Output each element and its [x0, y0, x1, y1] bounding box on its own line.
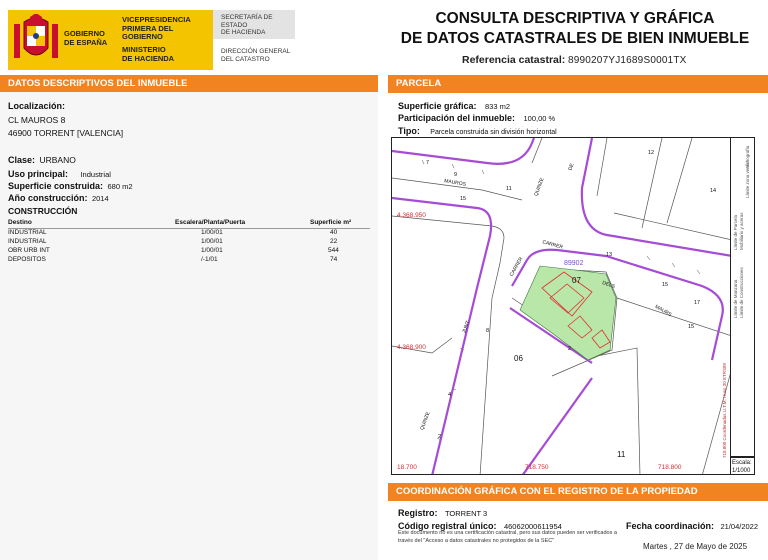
- street-label: QUINZE: [533, 177, 546, 197]
- table-cell: 1/00/01: [201, 247, 223, 254]
- secretaria-box: SECRETARÍA DE ESTADO DE HACIENDA: [213, 10, 295, 39]
- house-number: 15: [688, 324, 695, 330]
- table-row: INDUSTRIAL: [8, 238, 47, 245]
- street-label: DELS: [601, 280, 616, 290]
- coord-x-right: 718.800: [658, 464, 682, 471]
- vicepresidencia-text: VICEPRESIDENCIA PRIMERA DEL GOBIERNO: [122, 15, 191, 41]
- coord-x-left: 18.700: [397, 464, 417, 471]
- parcel-ref-label: 89902: [564, 260, 584, 267]
- house-number: 11: [506, 186, 512, 192]
- legend-item: Límite de Manzana: [733, 279, 738, 318]
- house-number: 2: [438, 434, 442, 440]
- table-cell: /-1/01: [201, 256, 218, 263]
- block-number: 11: [617, 450, 626, 459]
- table-row: DEPOSITOS: [8, 256, 46, 263]
- house-number: 9: [454, 172, 458, 178]
- table-cell: 22: [330, 238, 338, 245]
- street-label: MAUROS: [443, 178, 467, 188]
- coat-of-arms-icon: [12, 14, 60, 66]
- scale-indicator: Escala: 1/1000: [731, 457, 755, 475]
- legend-item: Hidrografía: [745, 145, 750, 168]
- disclaimer-note: Este documento no es una certificación catastral, pero sus datos pueden ser verificados a través del "Acceso a datos catastrales no protegidos de la SEC": [398, 530, 617, 544]
- street-label: JUNT: [461, 319, 472, 335]
- fecha-coordinacion-row: Fecha coordinación: 21/04/2022: [626, 521, 759, 531]
- datos-descriptivos-header: DATOS DESCRIPTIVOS DEL INMUEBLE: [0, 75, 378, 93]
- street-label: QUINZE: [419, 411, 432, 431]
- tipo-row: Tipo: Parcela construida sin división horizontal: [398, 126, 557, 136]
- superficie-construida-row: Superficie construida: 680 m2: [8, 181, 133, 191]
- direccion-general-box: DIRECCIÓN GENERAL DEL CATASTRO: [221, 48, 291, 63]
- gobierno-text: GOBIERNO DE ESPAÑA: [64, 29, 108, 47]
- document-title: CONSULTA DESCRIPTIVA Y GRÁFICA DE DATOS CATASTRALES DE BIEN INMUEBLE: [400, 10, 750, 47]
- street-label: DE: [567, 162, 576, 172]
- coord-y-mid: 4.368.900: [397, 344, 426, 351]
- address-line1: CL MAUROS 8: [8, 115, 66, 125]
- street-label: CARRER: [508, 256, 525, 278]
- table-cell: 74: [330, 256, 338, 263]
- house-number: 15: [460, 196, 467, 202]
- table-row: INDUSTRIAL: [8, 229, 47, 236]
- house-number: 8: [486, 328, 490, 334]
- issue-date: Martes , 27 de Mayo de 2025: [643, 542, 748, 551]
- coordinacion-header: COORDINACIÓN GRÁFICA CON EL REGISTRO DE LA PROPIEDAD: [388, 483, 768, 501]
- house-number: 14: [710, 188, 717, 194]
- street-label: CARRER: [541, 239, 564, 251]
- legend-item: Límite zona verde: [745, 162, 750, 198]
- house-number: 12: [648, 150, 655, 156]
- table-cell: 544: [328, 247, 339, 254]
- legend-item: Límite de Construcciones: [739, 267, 744, 318]
- codigo-registral-row: Código registral único: 46062000611954: [398, 521, 562, 531]
- street-label: MAURS: [653, 303, 673, 319]
- table-row: OBR URB INT: [8, 247, 50, 254]
- parcela-header: PARCELA: [388, 75, 768, 93]
- house-number: 7: [426, 160, 430, 166]
- coord-y-top: 4.368.950: [397, 212, 426, 219]
- col-superficie: Superficie m²: [310, 219, 352, 226]
- house-number: 13: [606, 252, 613, 258]
- ministerio-text: MINISTERIO DE HACIENDA: [122, 45, 175, 63]
- block-number: 06: [514, 354, 523, 363]
- cadastral-map-drawing: [392, 138, 731, 475]
- anio-construccion-row: Año construcción: 2014: [8, 193, 109, 203]
- cadastral-map[interactable]: [391, 137, 731, 475]
- address-line2: 46900 TORRENT [VALENCIA]: [8, 128, 124, 138]
- construccion-table-body: [8, 229, 370, 269]
- utm-coords-label: 718.800 Coordenadas U.T.M. Huso 30 ETRS89: [722, 362, 727, 458]
- uso-row: Uso principal: Industrial: [8, 169, 111, 179]
- house-number: 2: [568, 346, 572, 352]
- ref-catastral-label: Referencia catastral:: [462, 54, 566, 66]
- construccion-title: CONSTRUCCIÓN: [8, 206, 78, 216]
- legend-item: Mobiliario y aceras: [739, 212, 744, 250]
- map-legend: [731, 137, 755, 457]
- table-cell: 1/00/01: [201, 238, 223, 245]
- table-cell: 1/00/01: [201, 229, 223, 236]
- gobierno-logo: [8, 10, 213, 70]
- col-destino: Destino: [8, 219, 32, 226]
- localizacion-label: Localización:: [8, 101, 66, 111]
- table-cell: 40: [330, 229, 338, 236]
- ref-catastral-value: 8990207YJ1689S0001TX: [568, 55, 687, 66]
- col-escalera: Escalera/Planta/Puerta: [175, 219, 246, 226]
- registro-row: Registro: TORRENT 3: [398, 508, 488, 518]
- superficie-grafica-row: Superficie gráfica: 833 m2: [398, 101, 511, 111]
- clase-row: Clase: URBANO: [8, 155, 76, 165]
- block-number: 07: [572, 276, 581, 285]
- house-number: 17: [694, 300, 701, 306]
- datos-descriptivos-panel: [0, 92, 378, 560]
- participacion-row: Participación del inmueble: 100,00 %: [398, 113, 556, 123]
- legend-item: Límite de Parcela: [733, 214, 738, 250]
- coord-x-mid: 718.750: [525, 464, 549, 471]
- house-number: 15: [662, 282, 669, 288]
- house-number: 4: [448, 392, 452, 398]
